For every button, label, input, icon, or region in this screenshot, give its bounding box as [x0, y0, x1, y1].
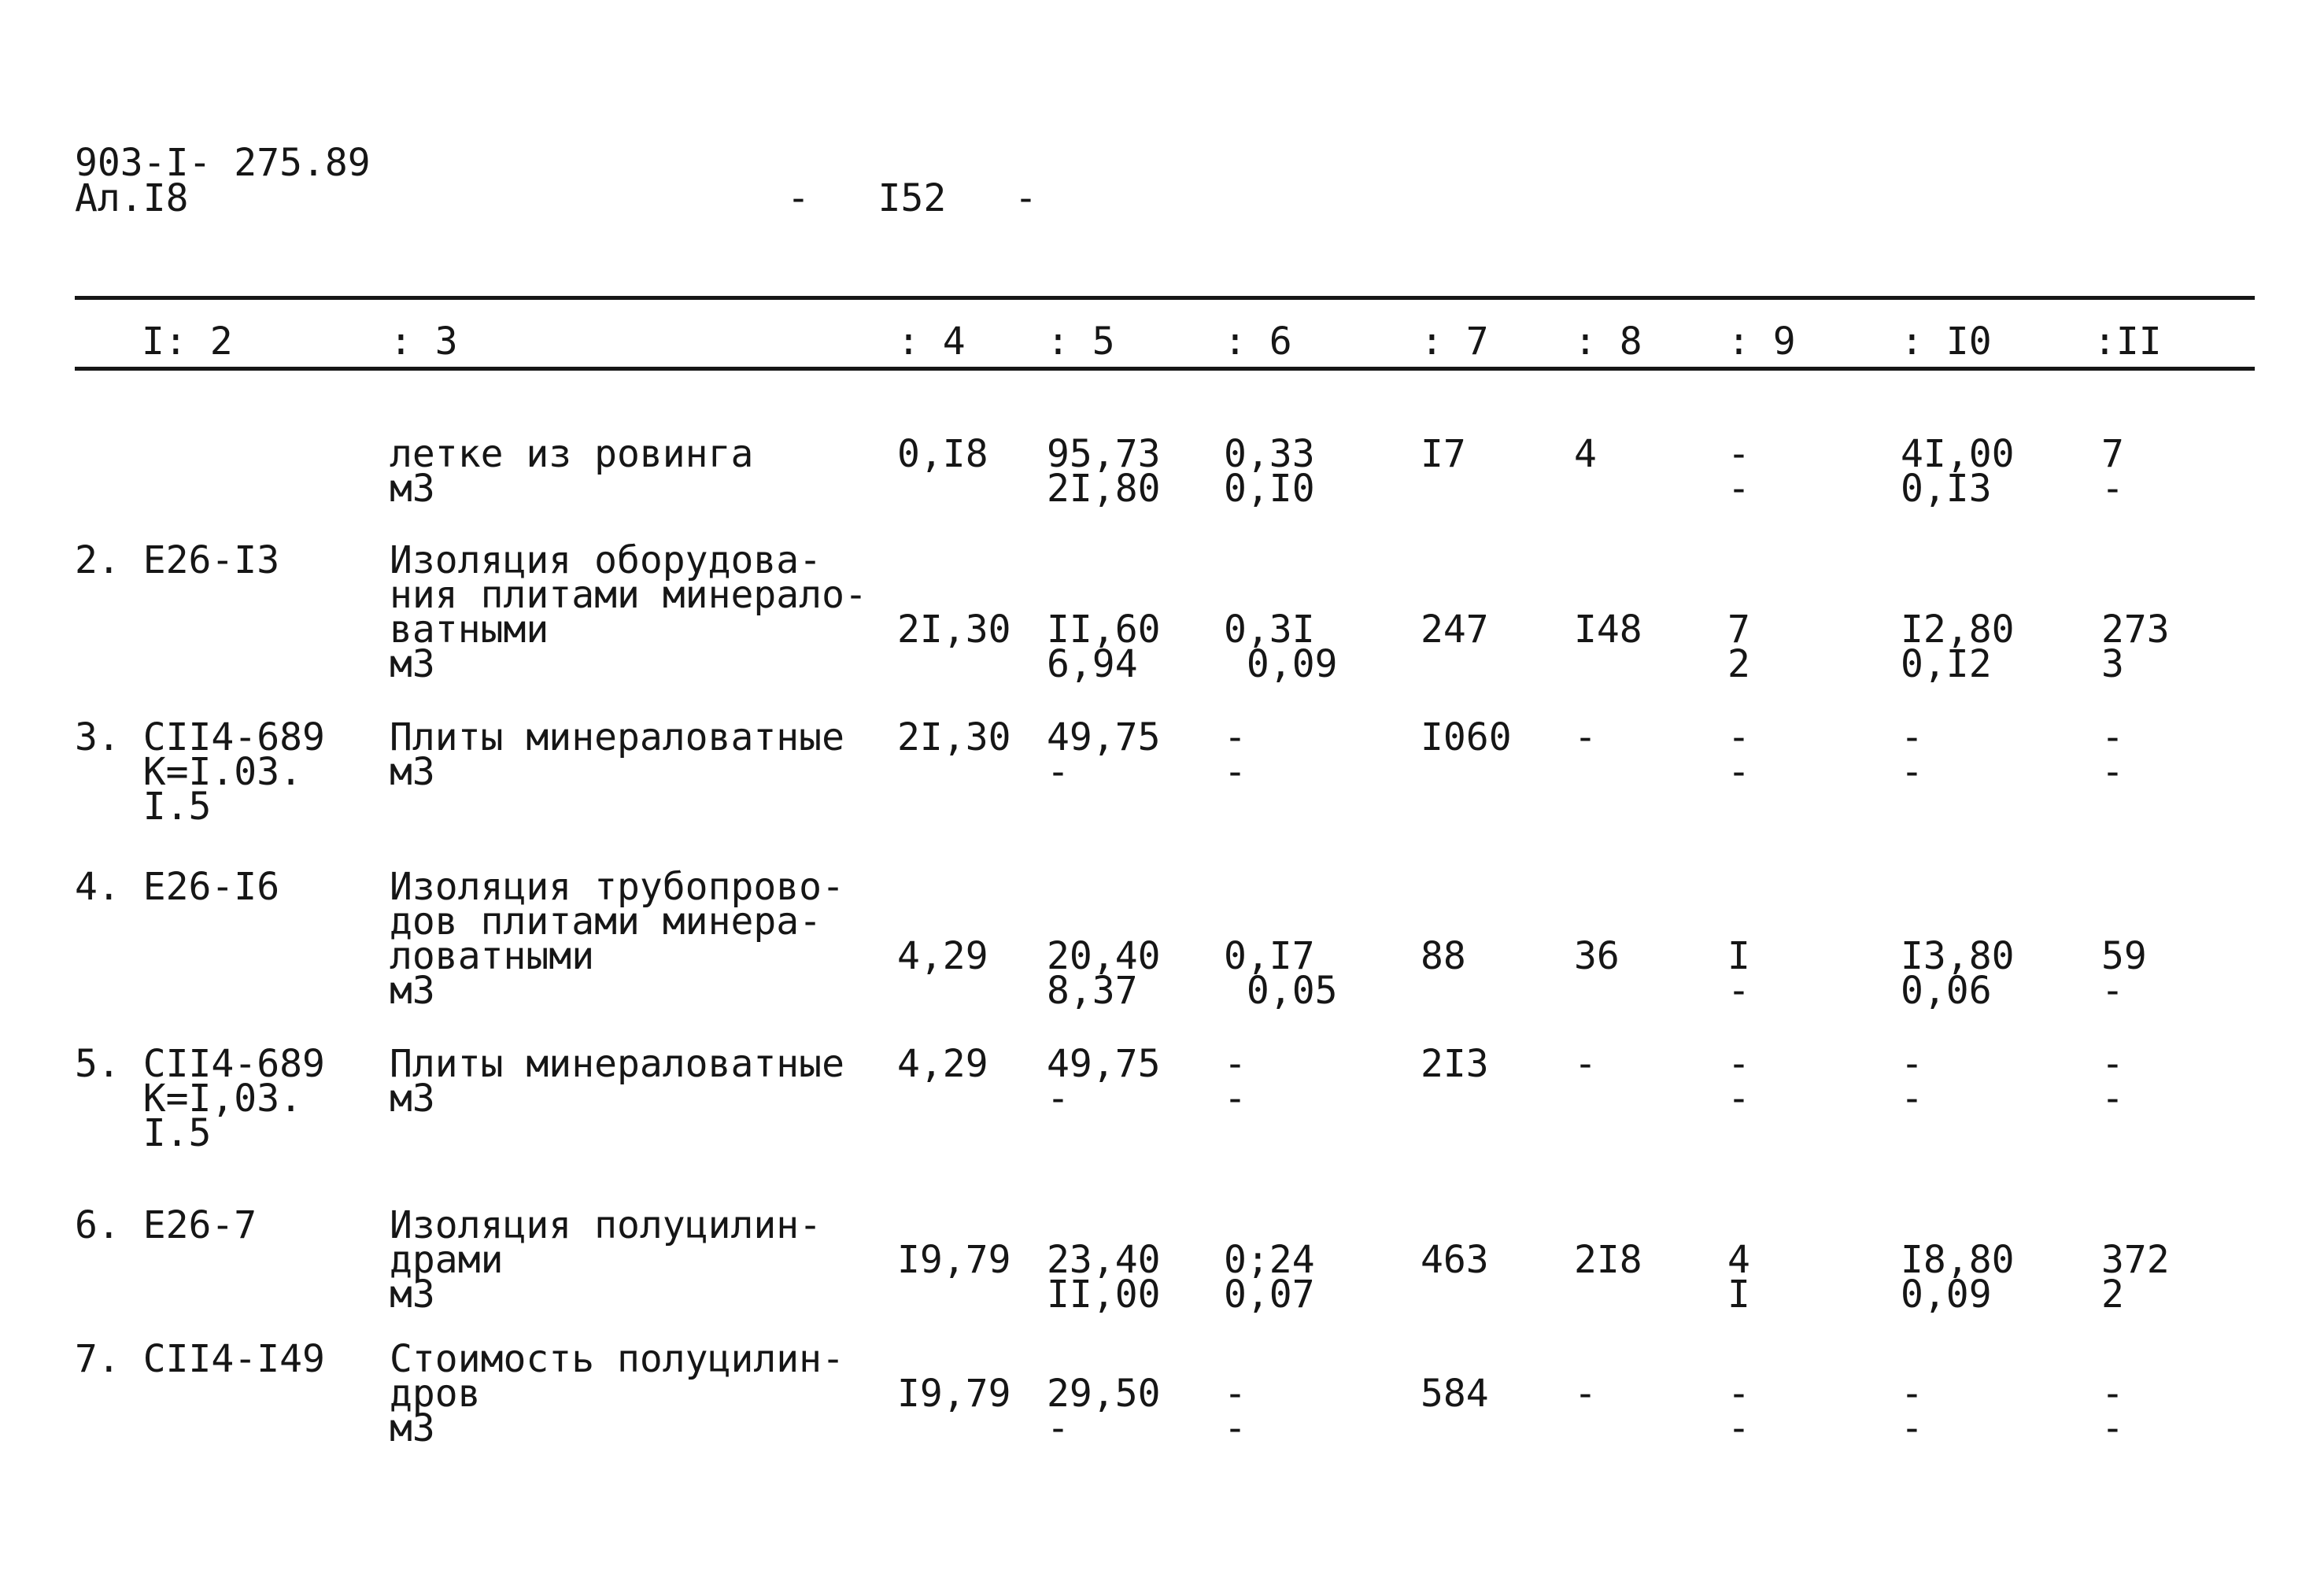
row-5-code: I.5 — [75, 1111, 212, 1155]
row-1-col-11: - — [2101, 467, 2124, 511]
table-top-rule — [75, 296, 2255, 300]
row-4-col-4: 4,29 — [897, 934, 988, 978]
row-6-col-11: 2 — [2101, 1273, 2124, 1317]
row-7-col-10: - — [1901, 1406, 1923, 1450]
row-7-col-5: 29,50 — [1047, 1372, 1161, 1416]
row-5-col-5: - — [1047, 1077, 1070, 1121]
row-2-col-4: 2I,30 — [897, 608, 1011, 652]
row-1-col-9: - — [1727, 432, 1750, 476]
row-5-code: К=I,03. — [75, 1077, 302, 1121]
row-2-col-9: 7 — [1727, 608, 1750, 652]
row-6-description: Изоляция полуцилин- — [390, 1203, 822, 1247]
row-3-col-6: - — [1224, 750, 1247, 794]
row-6-col-6: 0,07 — [1224, 1273, 1315, 1317]
column-header-3: : 3 — [390, 320, 458, 364]
row-3-col-4: 2I,30 — [897, 715, 1011, 759]
row-4-col-5: 8,37 — [1047, 969, 1138, 1013]
row-4-col-11: 59 — [2101, 934, 2147, 978]
row-7-col-6: - — [1224, 1372, 1247, 1416]
row-5-col-4: 4,29 — [897, 1042, 988, 1086]
row-1-description: летке из ровинга — [390, 432, 754, 476]
row-2-description: ния плитами минерало- — [390, 573, 867, 617]
row-7-col-9: - — [1727, 1406, 1750, 1450]
row-3-col-5: - — [1047, 750, 1070, 794]
row-7-code: 7. СII4-I49 — [75, 1337, 325, 1381]
row-5-col-11: - — [2101, 1077, 2124, 1121]
row-5-col-9: - — [1727, 1077, 1750, 1121]
row-7-col-11: - — [2101, 1406, 2124, 1450]
row-3-col-8: - — [1574, 715, 1597, 759]
row-5-col-6: - — [1224, 1077, 1247, 1121]
column-header-1-2: I: 2 — [142, 320, 233, 364]
row-2-description: ватными — [390, 608, 549, 652]
row-2-col-6: 0,09 — [1224, 642, 1338, 686]
row-4-description: Изоляция трубопрово- — [390, 865, 844, 909]
row-3-col-10: - — [1901, 715, 1923, 759]
row-7-description: Стоимость полуцилин- — [390, 1337, 844, 1381]
row-3-description: м3 — [390, 750, 435, 794]
row-7-col-10: - — [1901, 1372, 1923, 1416]
row-7-col-9: - — [1727, 1372, 1750, 1416]
row-4-col-9: I — [1727, 934, 1750, 978]
row-7-col-7: 584 — [1421, 1372, 1489, 1416]
row-4-col-10: I3,80 — [1901, 934, 2015, 978]
row-6-col-9: 4 — [1727, 1238, 1750, 1282]
row-2-col-10: I2,80 — [1901, 608, 2015, 652]
row-3-col-9: - — [1727, 750, 1750, 794]
row-6-description: драми — [390, 1238, 504, 1282]
row-3-description: Плиты минераловатные — [390, 715, 844, 759]
row-1-col-6: 0,I0 — [1224, 467, 1315, 511]
row-2-col-7: 247 — [1421, 608, 1489, 652]
row-5-col-10: - — [1901, 1077, 1923, 1121]
row-2-description: Изоляция оборудова- — [390, 538, 822, 582]
row-5-col-5: 49,75 — [1047, 1042, 1161, 1086]
row-7-col-8: - — [1574, 1372, 1597, 1416]
column-header-4: : 4 — [897, 320, 966, 364]
row-3-col-9: - — [1727, 715, 1750, 759]
row-5-col-7: 2I3 — [1421, 1042, 1489, 1086]
row-1-description: м3 — [390, 467, 435, 511]
row-4-col-9: - — [1727, 969, 1750, 1013]
row-6-col-5: II,00 — [1047, 1273, 1161, 1317]
column-header-8: : 8 — [1574, 320, 1642, 364]
row-3-col-7: I060 — [1421, 715, 1512, 759]
row-2-col-11: 3 — [2101, 642, 2124, 686]
column-header-11: :II — [2093, 320, 2162, 364]
row-1-col-7: I7 — [1421, 432, 1466, 476]
row-5-col-9: - — [1727, 1042, 1750, 1086]
row-2-description: м3 — [390, 642, 435, 686]
row-3-col-11: - — [2101, 715, 2124, 759]
column-header-9: : 9 — [1727, 320, 1796, 364]
table-header-rule — [75, 367, 2255, 371]
row-3-col-5: 49,75 — [1047, 715, 1161, 759]
row-1-col-5: 95,73 — [1047, 432, 1161, 476]
row-2-col-8: I48 — [1574, 608, 1642, 652]
row-5-code: 5. СII4-689 — [75, 1042, 325, 1086]
row-3-col-10: - — [1901, 750, 1923, 794]
row-1-col-8: 4 — [1574, 432, 1597, 476]
row-7-description: дров — [390, 1372, 481, 1416]
row-6-col-10: 0,09 — [1901, 1273, 1992, 1317]
row-6-code: 6. Е26-7 — [75, 1203, 257, 1247]
row-4-col-6: 0,05 — [1224, 969, 1338, 1013]
row-2-col-10: 0,I2 — [1901, 642, 1992, 686]
row-2-col-5: II,60 — [1047, 608, 1161, 652]
row-5-col-6: - — [1224, 1042, 1247, 1086]
row-4-col-7: 88 — [1421, 934, 1466, 978]
row-5-col-11: - — [2101, 1042, 2124, 1086]
row-6-col-10: I8,80 — [1901, 1238, 2015, 1282]
row-4-col-8: 36 — [1574, 934, 1620, 978]
row-2-col-5: 6,94 — [1047, 642, 1138, 686]
row-4-description: м3 — [390, 969, 435, 1013]
row-4-col-5: 20,40 — [1047, 934, 1161, 978]
row-3-code: 3. СII4-689 — [75, 715, 325, 759]
row-6-col-8: 2I8 — [1574, 1238, 1642, 1282]
row-6-col-4: I9,79 — [897, 1238, 1011, 1282]
row-1-col-5: 2I,80 — [1047, 467, 1161, 511]
sheet-number: Ал.I8 — [75, 176, 189, 220]
row-7-col-4: I9,79 — [897, 1372, 1011, 1416]
row-4-code: 4. Е26-I6 — [75, 865, 280, 909]
row-1-col-4: 0,I8 — [897, 432, 988, 476]
column-header-6: : 6 — [1224, 320, 1292, 364]
row-6-col-9: I — [1727, 1273, 1750, 1317]
row-7-col-6: - — [1224, 1406, 1247, 1450]
row-6-description: м3 — [390, 1273, 435, 1317]
row-4-col-10: 0,06 — [1901, 969, 1992, 1013]
row-4-col-6: 0,I7 — [1224, 934, 1315, 978]
row-2-col-11: 273 — [2101, 608, 2170, 652]
row-6-col-5: 23,40 — [1047, 1238, 1161, 1282]
row-3-code: К=I.03. — [75, 750, 302, 794]
row-5-col-10: - — [1901, 1042, 1923, 1086]
row-4-description: дов плитами минера- — [390, 899, 822, 944]
row-7-col-11: - — [2101, 1372, 2124, 1416]
document-code: 903-I- 275.89 — [75, 141, 371, 185]
row-1-col-6: 0,33 — [1224, 432, 1315, 476]
row-7-description: м3 — [390, 1406, 435, 1450]
row-4-col-11: - — [2101, 969, 2124, 1013]
row-5-col-8: - — [1574, 1042, 1597, 1086]
row-1-col-9: - — [1727, 467, 1750, 511]
row-3-col-6: - — [1224, 715, 1247, 759]
row-6-col-11: 372 — [2101, 1238, 2170, 1282]
column-header-10: : I0 — [1901, 320, 1992, 364]
row-2-col-6: 0,3I — [1224, 608, 1315, 652]
row-2-col-9: 2 — [1727, 642, 1750, 686]
row-6-col-6: 0;24 — [1224, 1238, 1315, 1282]
row-3-code: I.5 — [75, 785, 212, 829]
row-5-description: м3 — [390, 1077, 435, 1121]
row-1-col-10: 4I,00 — [1901, 432, 2015, 476]
row-5-description: Плиты минераловатные — [390, 1042, 844, 1086]
row-1-col-10: 0,I3 — [1901, 467, 1992, 511]
row-2-code: 2. Е26-I3 — [75, 538, 280, 582]
row-1-col-11: 7 — [2101, 432, 2124, 476]
row-4-description: ловатными — [390, 934, 595, 978]
page-number: - I52 - — [787, 176, 1037, 220]
row-7-col-5: - — [1047, 1406, 1070, 1450]
column-header-5: : 5 — [1047, 320, 1115, 364]
row-3-col-11: - — [2101, 750, 2124, 794]
column-header-7: : 7 — [1421, 320, 1489, 364]
row-6-col-7: 463 — [1421, 1238, 1489, 1282]
